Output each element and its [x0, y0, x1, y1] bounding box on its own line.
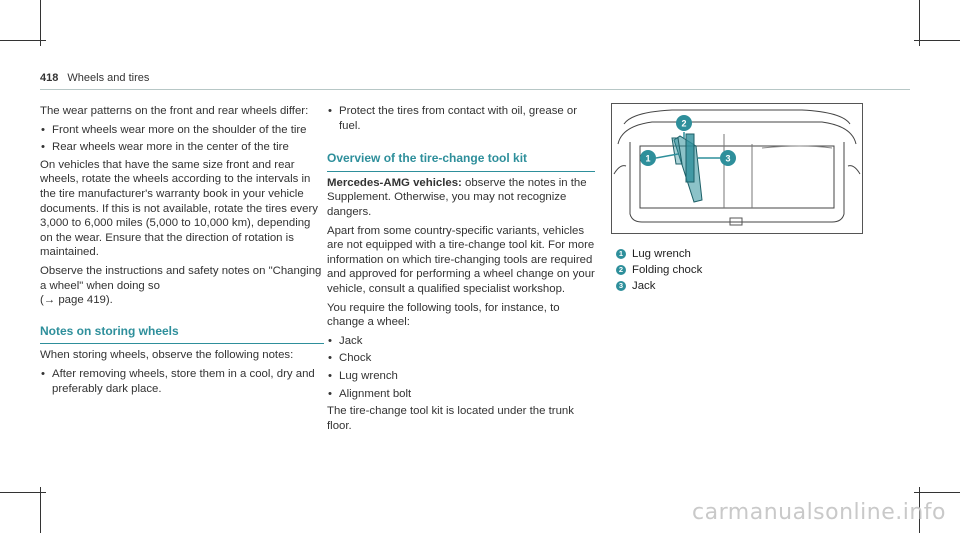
list-item: • Chock — [327, 351, 595, 366]
legend-item — [616, 262, 702, 278]
section-heading-storing: Notes on storing wheels — [40, 324, 324, 345]
legend-number: 3 — [616, 281, 626, 291]
legend-number: 1 — [616, 249, 626, 259]
page-title: Wheels and tires — [67, 72, 150, 84]
crop-mark — [40, 487, 41, 533]
rotation-text: On vehicles that have the same size front and rear wheels, rotate the wheels according to the intervals in the tire manufacturer's warranty book in your vehicle documents. If this is not available, rotate the tires every 3,000 to 6,000 miles (5,000 to 10,000 km), depending on the wear. Ensure that the direction of rotation is maintained. — [40, 158, 318, 259]
list-item: • Front wheels wear more on the shoulder of the tire — [40, 123, 324, 138]
column-1 — [40, 104, 324, 399]
observe-text: Observe the instructions and safety notes on "Changing a wheel" when doing so — [40, 264, 322, 292]
page-header — [40, 72, 149, 84]
callout-3: 3 — [725, 153, 731, 164]
storing-intro: When storing wheels, observe the following notes: — [40, 349, 294, 362]
header-divider — [40, 89, 910, 90]
trunk-illustration — [612, 104, 862, 233]
crop-mark — [0, 492, 46, 493]
list-item: • Jack — [327, 334, 595, 349]
amg-note — [327, 176, 595, 220]
trunk-toolkit-figure — [611, 103, 863, 234]
figure-legend — [616, 246, 702, 294]
crop-mark — [914, 40, 960, 41]
callout-2: 2 — [681, 118, 687, 129]
legend-label: Jack — [632, 280, 656, 292]
legend-item — [616, 246, 702, 262]
legend-label: Lug wrench — [632, 248, 691, 260]
require-text: You require the following tools, for instance, to change a wheel: — [327, 301, 560, 329]
legend-label: Folding chock — [632, 264, 703, 276]
watermark: carmanualsonline.info — [692, 500, 946, 525]
wear-intro: The wear patterns on the front and rear wheels differ: — [40, 105, 309, 117]
page-number: 418 — [40, 72, 59, 84]
country-text: Apart from some country-specific variants, vehicles are not equipped with a tire-change tool kit. For more information on which tire-changing tools are required and approved for performing a wheel change on your vehicle, consult a qualified specialist workshop. — [327, 224, 595, 295]
column-2 — [327, 104, 595, 437]
crop-mark — [914, 492, 960, 493]
location-text: The tire-change tool kit is located under the trunk floor. — [327, 405, 574, 432]
section-heading-toolkit: Overview of the tire-change tool kit — [327, 151, 595, 172]
list-item: • Protect the tires from contact with oil, grease or fuel. — [327, 104, 595, 133]
list-item: • Lug wrench — [327, 369, 595, 384]
page-reference-link[interactable]: (→ page 419). — [40, 294, 113, 307]
amg-text: observe the notes in the Supplement. Otherwise, you may not recognize dangers. — [327, 176, 587, 218]
legend-item — [616, 278, 702, 294]
list-item: • Rear wheels wear more in the center of the tire — [40, 140, 324, 155]
toolkit-tools — [672, 134, 702, 202]
amg-label: Mercedes-AMG vehicles: — [327, 176, 462, 189]
list-item: • After removing wheels, store them in a cool, dry and preferably dark place. — [40, 367, 324, 396]
callout-1: 1 — [645, 153, 651, 164]
crop-mark — [0, 40, 46, 41]
list-item: • Alignment bolt — [327, 387, 595, 402]
legend-number: 2 — [616, 265, 626, 275]
